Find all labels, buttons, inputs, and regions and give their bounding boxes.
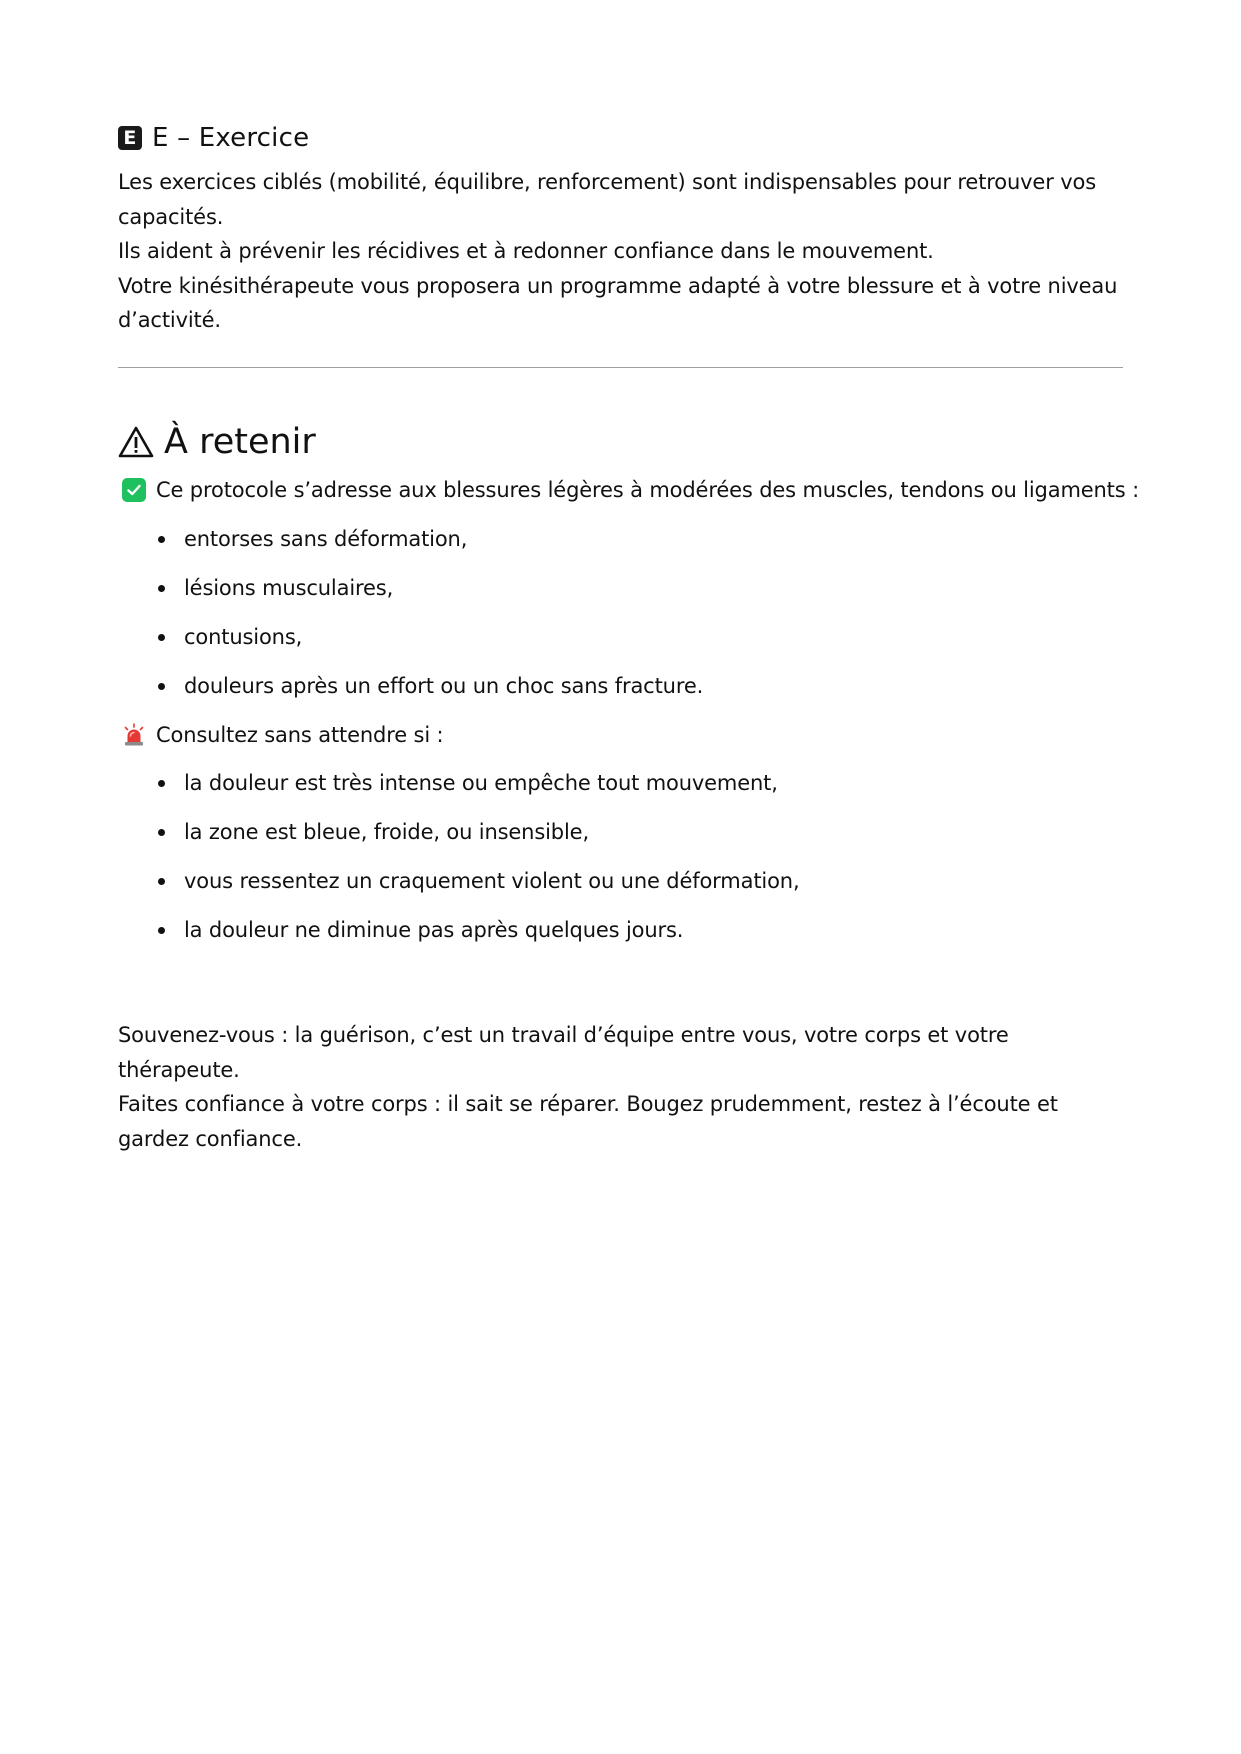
list-item-text: douleurs après un effort ou un choc sans fracture. xyxy=(184,674,704,698)
list-item xyxy=(158,622,302,652)
section-e-paragraph: Ils aident à prévenir les récidives et à redonner confiance dans le mouvement. xyxy=(118,239,934,263)
closing-line: Faites confiance à votre corps : il sait se réparer. Bougez prudemment, restez à l’écoute et gardez confiance. xyxy=(118,1092,1058,1151)
warning-triangle-icon xyxy=(118,426,154,458)
closing-line: Souvenez-vous : la guérison, c’est un travail d’équipe entre vous, votre corps et votre thérapeute. xyxy=(118,1023,1009,1082)
bullet-dot xyxy=(158,927,165,934)
list-item-text: contusions, xyxy=(184,625,303,649)
retenir-heading xyxy=(118,420,316,464)
consult-intro-line xyxy=(118,720,443,750)
list-item xyxy=(158,866,799,896)
list-item-text: la zone est bleue, froide, ou insensible, xyxy=(184,820,589,844)
section-e-paragraph: Les exercices ciblés (mobilité, équilibre, renforcement) sont indispensables pour retrouver vos capacités. xyxy=(118,170,1096,229)
list-item-text: entorses sans déformation, xyxy=(184,527,468,551)
section-e-body xyxy=(118,165,1123,338)
section-e-heading xyxy=(118,120,309,156)
list-item xyxy=(158,768,778,798)
list-item xyxy=(158,915,683,945)
bullet-dot xyxy=(158,634,165,641)
bullet-dot xyxy=(158,780,165,787)
bullet-dot xyxy=(158,683,165,690)
list-item-text: lésions musculaires, xyxy=(184,576,394,600)
section-e-title: E – Exercice xyxy=(152,123,310,153)
scope-intro-line xyxy=(118,475,1139,505)
siren-icon xyxy=(122,723,146,747)
bullet-dot xyxy=(158,878,165,885)
list-item xyxy=(158,524,467,554)
section-e-paragraph: Votre kinésithérapeute vous proposera un programme adapté à votre blessure et à votre niveau d’activité. xyxy=(118,273,1118,332)
list-item xyxy=(158,671,703,701)
list-item-text: vous ressentez un craquement violent ou une déformation, xyxy=(184,869,800,893)
scope-intro-text: Ce protocole s’adresse aux blessures légères à modérées des muscles, tendons ou ligaments : xyxy=(156,478,1139,502)
section-divider xyxy=(118,367,1123,368)
retenir-title: À retenir xyxy=(164,422,316,462)
list-item xyxy=(158,573,393,603)
bullet-dot xyxy=(158,536,165,543)
list-item-text: la douleur est très intense ou empêche tout mouvement, xyxy=(184,771,778,795)
list-item xyxy=(158,817,589,847)
closing-paragraph xyxy=(118,1018,1123,1156)
consult-intro-text: Consultez sans attendre si : xyxy=(156,723,444,747)
list-item-text: la douleur ne diminue pas après quelques jours. xyxy=(184,918,684,942)
bullet-dot xyxy=(158,829,165,836)
letter-e-box-icon: E xyxy=(118,126,142,150)
check-box-icon xyxy=(122,478,146,502)
bullet-dot xyxy=(158,585,165,592)
